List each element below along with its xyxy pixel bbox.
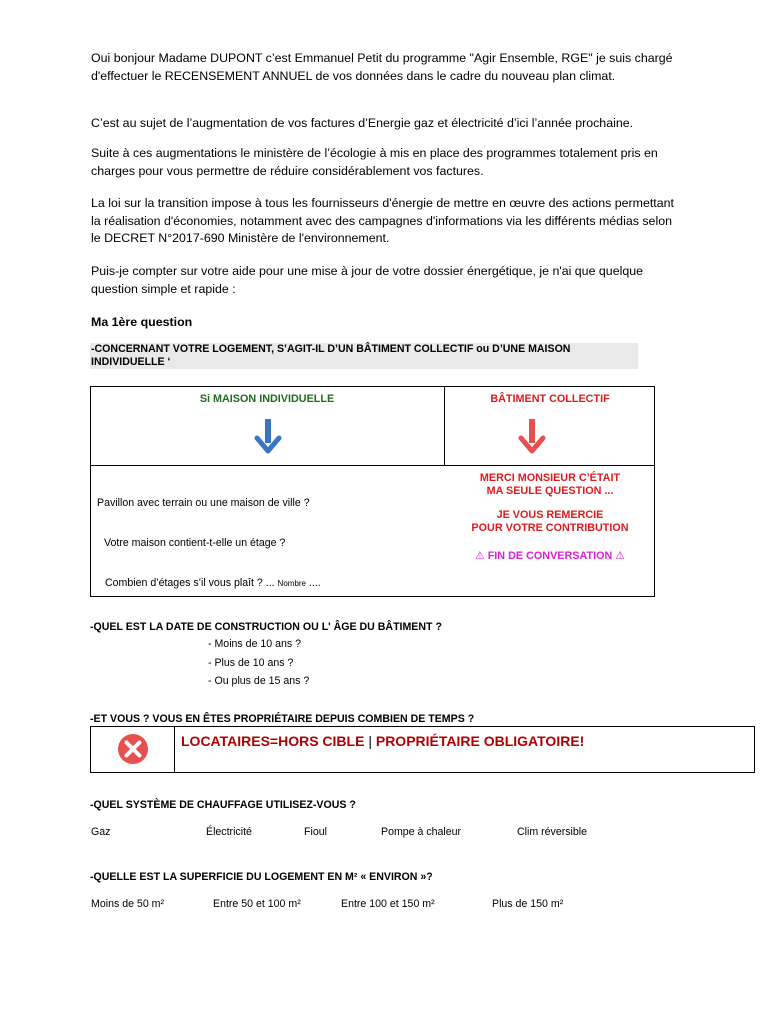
question-1: -CONCERNANT VOTRE LOGEMENT, S’AGIT-IL D’UN BÂTIMENT COLLECTIF ou D’UNE MAISON INDIVIDUELLE ‘ (90, 343, 638, 369)
chauffage-option-electricite: Électricité (206, 826, 252, 838)
left-line-3 (105, 577, 321, 589)
age-option-3: - Ou plus de 15 ans ? (208, 675, 310, 687)
table-divider-horizontal (90, 465, 655, 466)
question-4: -QUEL SYSTÈME DE CHAUFFAGE UTILISEZ-VOUS ? (90, 799, 356, 811)
error-x-icon (115, 732, 151, 766)
merci-line-2: MA SEULE QUESTION ... (486, 485, 614, 497)
remercie-message (445, 509, 655, 535)
intro-paragraph-5: Puis-je compter sur votre aide pour une mise à jour de votre dossier énergétique, je n'ai que quelque question simple et rapide : (91, 264, 644, 296)
warning-box-divider (174, 726, 175, 773)
nombre-label: Nombre (277, 579, 306, 588)
intro-paragraph-4: La loi sur la transition impose à tous les fournisseurs d'énergie de mettre en œuvre des actions permettant la réalisation d'économies, notamment avec des campagnes d'informations via les différents médias selon le DECRET N°2017-690 Ministère de l'environnement. (91, 196, 674, 245)
arrow-down-blue-icon (254, 418, 282, 456)
intro-paragraph-3: Suite à ces augmentations le ministère de l’écologie à mis en place des programmes totalement pris en charges pour vous permettre de réduire considérablement vos factures. (91, 146, 658, 178)
warning-separator: | (368, 733, 372, 749)
left-line-1: Pavillon avec terrain ou une maison de ville ? (97, 497, 310, 509)
age-option-2: - Plus de 10 ans ? (208, 657, 294, 669)
intro-paragraph-1: Oui bonjour Madame DUPONT c’est Emmanuel Petit du programme "Agir Ensemble, RGE" je suis chargé d'effectuer le RECENSEMENT ANNUEL de vos données dans le cadre du nouveau plan climat. (91, 51, 673, 83)
question-5: -QUELLE EST LA SUPERFICIE DU LOGEMENT EN M² « ENVIRON »? (90, 871, 433, 883)
arrow-down-red-icon (518, 418, 546, 456)
superficie-option-4: Plus de 150 m² (492, 898, 564, 910)
maison-individuelle-header: Si MAISON INDIVIDUELLE (199, 393, 335, 405)
chauffage-option-pompe: Pompe à chaleur (381, 826, 462, 838)
remercie-line-2: POUR VOTRE CONTRIBUTION (471, 522, 629, 534)
superficie-option-3: Entre 100 et 150 m² (341, 898, 435, 910)
chauffage-option-gaz: Gaz (91, 826, 111, 838)
left-line-2: Votre maison contient-t-elle un étage ? (104, 537, 286, 549)
merci-line-1: MERCI MONSIEUR C’ÉTAIT (479, 472, 621, 484)
age-option-1: - Moins de 10 ans ? (208, 638, 302, 650)
etages-question: Combien d’étages s’il vous plaît ? ... (105, 577, 275, 589)
nombre-suffix: .... (308, 577, 321, 589)
first-question-label: Ma 1ère question (91, 315, 193, 329)
locataires-text: LOCATAIRES=HORS CIBLE (181, 733, 365, 749)
chauffage-option-clim: Clim réversible (517, 826, 588, 838)
superficie-option-2: Entre 50 et 100 m² (213, 898, 301, 910)
superficie-option-1: Moins de 50 m² (91, 898, 165, 910)
chauffage-option-fioul: Fioul (304, 826, 327, 838)
locataires-warning (181, 733, 584, 749)
question-2: -QUEL EST LA DATE DE CONSTRUCTION OU L' ÂGE DU BÂTIMENT ? (90, 621, 442, 633)
intro-paragraph-2: C’est au sujet de l’augmentation de vos factures d’Energie gaz et électricité d’ici l’année prochaine. (91, 116, 634, 130)
question-3: -ET VOUS ? VOUS EN ÊTES PROPRIÉTAIRE DEPUIS COMBIEN DE TEMPS ? (90, 713, 475, 725)
proprietaire-text: PROPRIÉTAIRE OBLIGATOIRE! (375, 733, 585, 749)
merci-message (445, 472, 655, 498)
remercie-line-1: JE VOUS REMERCIE (496, 509, 604, 521)
fin-de-conversation: ⚠ FIN DE CONVERSATION ⚠ (475, 550, 625, 562)
batiment-collectif-header: BÂTIMENT COLLECTIF (490, 393, 610, 405)
